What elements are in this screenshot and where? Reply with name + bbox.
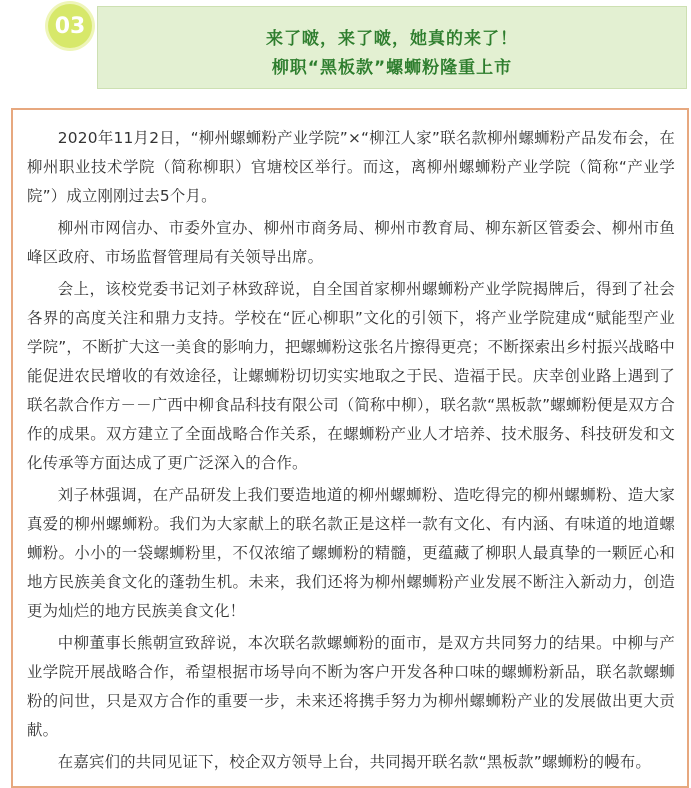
paragraph: 柳州市网信办、市委外宣办、柳州市商务局、柳州市教育局、柳东新区管委会、柳州市鱼峰区政府、市场监督管理局有关领导出席。 (27, 219, 675, 266)
paragraph: 2020年11月2日，“柳州螺蛳粉产业学院”×“柳江人家”联名款柳州螺蛳粉产品发布会，在柳州职业技术学院（简称柳职）官塘校区举行。而这，离柳州螺蛳粉产业学院（简称“产业学院”）成立刚刚过去5个月。 (27, 129, 675, 205)
article-text (27, 124, 675, 780)
headline-line-1: 来了啵，来了啵，她真的来了！ (266, 29, 518, 49)
paragraph: 中柳董事长熊朝宣致辞说，本次联名款螺蛳粉的面市，是双方共同努力的结果。中柳与产业学院开展战略合作，希望根据市场导向不断为客户开发各种口味的螺蛳粉新品，联名款螺蛳粉的问世，只是双方合作的重要一步，未来还将携手努力为柳州螺蛳粉产业的发展做出更大贡献。 (27, 634, 675, 739)
paragraph: 在嘉宾们的共同见证下，校企双方领导上台，共同揭开联名款“黑板款”螺蛳粉的幔布。 (57, 753, 651, 771)
section-number-badge: 03 (48, 4, 92, 48)
paragraph: 会上，该校党委书记刘子林致辞说，自全国首家柳州螺蛳粉产业学院揭牌后，得到了社会各界的高度关注和鼎力支持。学校在“匠心柳职”文化的引领下，将产业学院建成“赋能型产业学院”，不断扩大这一美食的影响力，把螺蛳粉这张名片擦得更亮；不断探索出乡村振兴战略中能促进农民增收的有效途径，让螺蛳粉切切实实地取之于民、造福于民。庆幸创业路上遇到了联名款合作方－－广西中柳食品科技有限公司（简称中柳），联名款“黑板款”螺蛳粉便是双方合作的成果。双方建立了全面战略合作关系，在螺蛳粉产业人才培养、技术服务、科技研发和文化传承等方面达成了更广泛深入的合作。 (27, 280, 675, 472)
headline-line-2: 柳职“黑板款”螺蛳粉隆重上市 (271, 58, 513, 78)
title-banner (97, 6, 687, 89)
section-header (0, 0, 691, 100)
article-body (11, 108, 689, 788)
paragraph: 刘子林强调，在产品研发上我们要造地道的柳州螺蛳粉、造吃得完的柳州螺蛳粉、造大家真爱的柳州螺蛳粉。我们为大家献上的联名款正是这样一款有文化、有内涵、有味道的地道螺蛳粉。小小的一袋螺蛳粉里，不仅浓缩了螺蛳粉的精髓，更蕴藏了柳职人最真挚的一颗匠心和地方民族美食文化的蓬勃生机。未来，我们还将为柳州螺蛳粉产业发展不断注入新动力，创造更为灿烂的地方民族美食文化！ (27, 486, 675, 620)
